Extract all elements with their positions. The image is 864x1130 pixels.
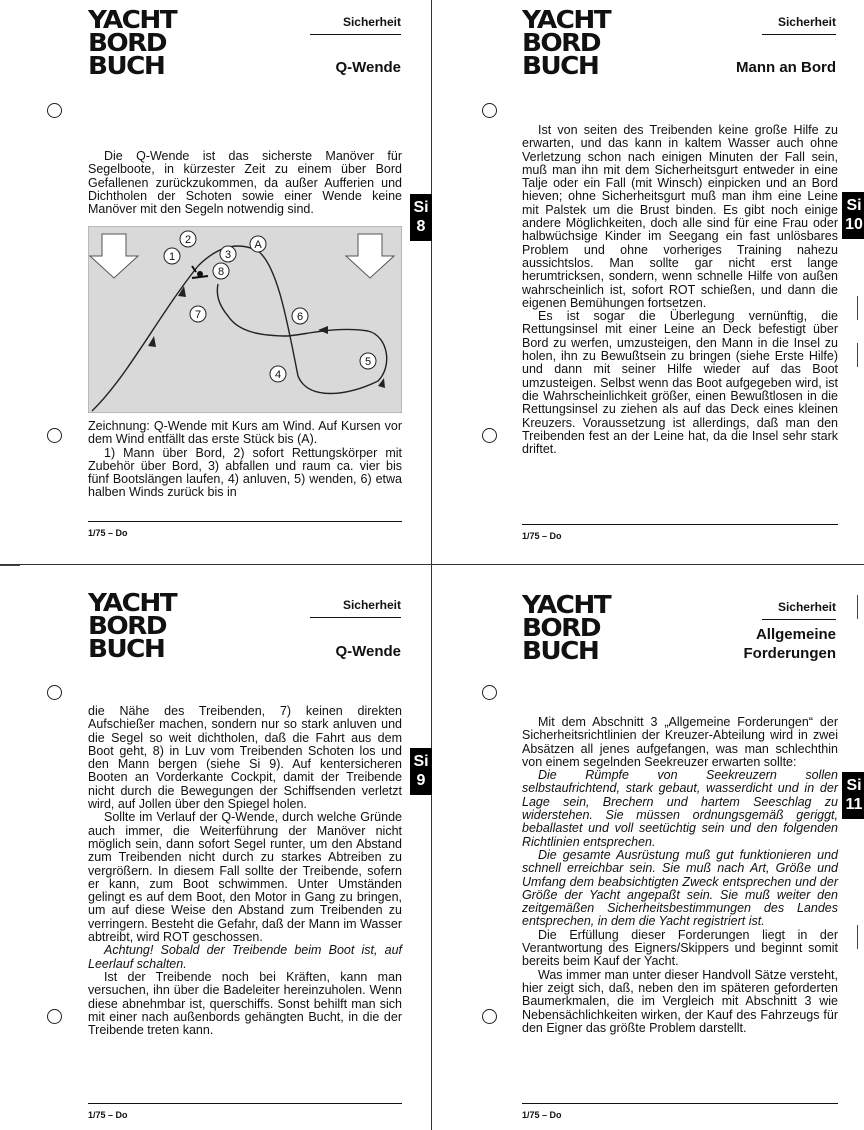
punch-hole-icon — [482, 685, 497, 700]
diagram-label-4: 4 — [274, 369, 282, 381]
footer-code: 1/75 – Do — [522, 1110, 562, 1120]
section-tab: Si 9 — [410, 748, 432, 795]
header-rule — [310, 617, 401, 618]
punch-hole-icon — [482, 428, 497, 443]
card-allgemeine-forderungen-si11 — [432, 565, 864, 1130]
edge-mark — [857, 296, 858, 320]
footer-rule — [522, 1103, 838, 1104]
category-label: Sicherheit — [777, 600, 836, 614]
diagram-label-2: 2 — [184, 234, 192, 246]
yacht-bord-buch-logo: YACHT BORD BUCH — [88, 588, 177, 663]
body-text: Mit dem Abschnitt 3 „Allgemeine Forderungen“ der Sicherheitsrichtlinien der Kreuzer-Abteilung wird in zwei Absätzen all jenes aufgefangen, was man schlechthin von einem segelnden Seekreuzer erwarten sollte: Die Rümpfe von Seekreuzern sollen selbstaufrichtend, stark gebaut, wasserdicht und in der Lage sein, Brechern und hartem Seeschlag zu widerstehen. Sie müssen ordnungsgemäß geriggt, beballastet und voll seetüchtig sein und den folgenden Richtlinien entsprechen. Die gesamte Ausrüstung muß gut funktionieren und schnell erreichbar sein. Sie muß nach Art, Größe und Umfang dem beabsichtigten Zweck entsprechen und der Größe der Yacht angepaßt sein. Sie muß weiter den zeitgemäßen Sicherheitsbestimmungen des Landes entsprechen, in dem die Yacht registriert ist. Die Erfüllung dieser Forderungen liegt in der Verantwortung des Eigners/Skippers und beginnt somit bereits beim Kauf der Yacht. Was immer man unter dieser Handvoll Sätze versteht, hier zeigt sich, daß, neben den im späteren geforderten Baumerkmalen, die im Vergleich mit Abschnitt 3 wie Nebensächlichkeiten wirken, der Kauf des Fahrzeugs für den Eigner das größte Problem darstellt. — [522, 715, 838, 1035]
category-label: Sicherheit — [342, 598, 401, 612]
diagram-label-6: 6 — [296, 311, 304, 323]
section-tab: Si 11 — [842, 772, 864, 819]
page-title: Q-Wende — [335, 59, 401, 76]
page-title: Allgemeine Forderungen — [743, 626, 836, 662]
edge-mark — [857, 595, 858, 619]
punch-hole-icon — [482, 1009, 497, 1024]
diagram-label-8: 8 — [217, 266, 225, 278]
diagram-label-3: 3 — [224, 249, 232, 261]
category-label: Sicherheit — [777, 15, 836, 29]
q-wende-diagram — [88, 226, 402, 413]
card-q-wende-si9 — [0, 565, 432, 1130]
edge-mark — [857, 925, 858, 949]
card-q-wende-si8 — [0, 0, 432, 565]
footer-code: 1/75 – Do — [522, 531, 562, 541]
section-tab: Si 10 — [842, 192, 864, 239]
punch-hole-icon — [482, 103, 497, 118]
page-title: Mann an Bord — [736, 59, 836, 76]
diagram-label-1: 1 — [168, 251, 176, 263]
footer-code: 1/75 – Do — [88, 1110, 128, 1120]
punch-hole-icon — [47, 428, 62, 443]
diagram-label-7: 7 — [194, 309, 202, 321]
yacht-bord-buch-logo: YACHT BORD BUCH — [522, 5, 611, 80]
yacht-bord-buch-logo: YACHT BORD BUCH — [88, 5, 177, 80]
footer-rule — [88, 1103, 402, 1104]
card-mann-an-bord-si10 — [432, 0, 864, 565]
footer-code: 1/75 – Do — [88, 528, 128, 538]
punch-hole-icon — [47, 685, 62, 700]
intro-text: Die Q-Wende ist das sicherste Manöver für Segelboote, in kürzester Zeit zu einem über Bord Gefallenen zurückzukommen, da außer Aufferien und Dichtholen der Schoten sowie einer Wende keine Manöver mit den Segeln notwendig sind. — [88, 149, 402, 217]
body-text: Ist von seiten des Treibenden keine große Hilfe zu erwarten, und das kann in kaltem Wasser auch ohne Verletzung schon nach einigen Minuten der Fall sein, muß man ihn mit dem Sicherheitsgurt entweder in eine Talje oder ein Fall (mit Winsch) einpicken und an Bord hieven; ohne Sicherheitsgurt muß man ihm eine Leine mit Palstek um die Brust binden. Es gibt noch einige andere Möglichkeiten, doch alle sind für eine Frau oder halbwüchsige Kinder im Seegang ein fast unlösbares Problem und ohne vorheriges Training nahezu aussichtslos. Man sollte gar nicht erst lange herumtricksen, sondern, wenn schnelle Hilfe von außen wahrscheinlich ist, sofort ROT schießen, und dann die eigenen Bemühungen fortsetzen. Es ist sogar die Überlegung vernünftig, die Rettungsinsel mit einer Leine an Deck befestigt über Bord zu werfen, umzusteigen, den Mann in die Insel zu holen, ihn zu Bewußtsein zu bringen (siehe Erste Hilfe) und dann mit seiner Hilfe wieder auf das Boot umzusteigen. Selbst wenn das Boot aufgegeben wird, ist die Wahrscheinlichkeit größer, einen Bewußtlosen in die Rettungsinsel zu ziehen als auf das Deck eines kleinen Kreuzers. Voraussetzung ist allerdings, daß man den Treibenden fest an der Leine hat, da die Insel sehr stark driftet. — [522, 123, 838, 457]
yacht-bord-buch-logo: YACHT BORD BUCH — [522, 590, 611, 665]
header-rule — [310, 34, 401, 35]
body-text: die Nähe des Treibenden, 7) keinen direkten Aufschießer machen, sondern nur so stark anluven und die Segel so weit dichtholen, daß die Fahrt aus dem Boot geht, 8) in Luv vom Treibenden Schoten los und den Mann bergen (siehe Si 9). Auf kentersicheren Booten an Vorderkante Cockpit, damit der Treibende nicht durch die Bewegungen der Schiffsenden verletzt wird, auf Jollen über den Spiegel holen. Sollte im Verlauf der Q-Wende, durch welche Gründe auch immer, die Weiterführung der Manöver nicht möglich sein, dann sofort Segel runter, um den Abstand zum Treibenden nicht durch zu starkes Abtreiben zu vergrößern. In diesem Fall sollte der Treibende, sofern er kann, zum Boot schwimmen. Unter Umständen gelingt es auf dem Boot, den Motor in Gang zu bringen, um auf diese Weise den Abstand zum Treibenden zu verringern. Besteht die Gefahr, daß der Mann im Wasser abtreibt, wird ROT geschossen. Achtung! Sobald der Treibende beim Boot ist, auf Leerlauf schalten. Ist der Treibende noch bei Kräften, kann man versuchen, ihn über die Badeleiter hereinzuholen. Wenn diese abnehmbar ist, querschiffs. Sonst behilft man sich mit einer nach außenbords gehängten Bucht, in die der Treibende treten kann. — [88, 704, 402, 1038]
punch-hole-icon — [47, 103, 62, 118]
page-title: Q-Wende — [335, 643, 401, 660]
header-rule — [762, 619, 836, 620]
diagram-caption: Zeichnung: Q-Wende mit Kurs am Wind. Auf Kursen vor dem Wind entfällt das erste Stück bis (A). 1) Mann über Bord, 2) sofort Rettungskörper mit Zubehör über Bord, 3) abfallen und raum ca. vier bis fünf Bootslängen laufen, 4) anluven, 5) wenden, 6) etwa halben Winds zurück bis in — [88, 419, 402, 500]
category-label: Sicherheit — [342, 15, 401, 29]
edge-mark — [0, 565, 20, 566]
section-tab: Si 8 — [410, 194, 432, 241]
edge-mark — [857, 343, 858, 367]
diagram-label-a: A — [254, 239, 262, 251]
punch-hole-icon — [47, 1009, 62, 1024]
diagram-label-5: 5 — [364, 356, 372, 368]
header-rule — [762, 34, 836, 35]
footer-rule — [88, 521, 402, 522]
footer-rule — [522, 524, 838, 525]
